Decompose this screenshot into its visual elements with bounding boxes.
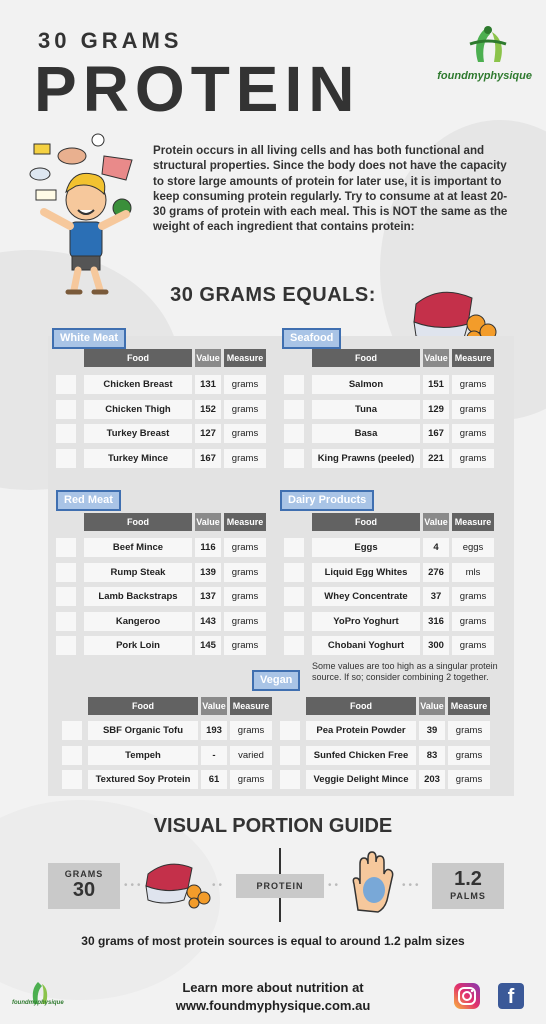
- row-measure: grams: [452, 375, 494, 394]
- palms-value: 1.2: [454, 868, 482, 890]
- row-food: Chicken Thigh: [84, 400, 192, 419]
- section-label-red-meat: Red Meat: [56, 490, 121, 511]
- row-value: 316: [423, 612, 449, 631]
- header-measure: Measure: [452, 349, 494, 367]
- row-checkbox[interactable]: [56, 636, 76, 655]
- header-food: Food: [84, 513, 192, 531]
- row-measure: grams: [224, 636, 266, 655]
- header-measure: Measure: [224, 513, 266, 531]
- row-checkbox[interactable]: [284, 449, 304, 468]
- grams-box: [48, 863, 120, 909]
- row-value: 137: [195, 587, 221, 606]
- row-food: Lamb Backstraps: [84, 587, 192, 606]
- row-checkbox[interactable]: [284, 612, 304, 631]
- row-food: YoPro Yoghurt: [312, 612, 420, 631]
- row-measure: eggs: [452, 538, 494, 557]
- row-checkbox[interactable]: [62, 721, 82, 740]
- section-title-portion-guide: VISUAL PORTION GUIDE: [153, 815, 393, 837]
- row-measure: grams: [224, 400, 266, 419]
- row-value: 39: [419, 721, 445, 740]
- row-food: Pea Protein Powder: [306, 721, 416, 740]
- row-value: 127: [195, 424, 221, 443]
- row-value: 193: [201, 721, 227, 740]
- instagram-icon[interactable]: [454, 983, 480, 1009]
- section-label-dairy: Dairy Products: [280, 490, 374, 511]
- row-checkbox[interactable]: [280, 770, 300, 789]
- instagram-glyph: [454, 983, 480, 1009]
- row-food: Rump Steak: [84, 563, 192, 582]
- row-measure: grams: [224, 587, 266, 606]
- row-food: Chicken Breast: [84, 375, 192, 394]
- row-checkbox[interactable]: [56, 424, 76, 443]
- row-value: -: [201, 746, 227, 765]
- row-checkbox[interactable]: [284, 563, 304, 582]
- row-food: King Prawns (peeled): [312, 449, 420, 468]
- row-value: 61: [201, 770, 227, 789]
- row-value: 139: [195, 563, 221, 582]
- section-label-seafood: Seafood: [282, 328, 341, 349]
- row-checkbox[interactable]: [56, 449, 76, 468]
- row-food: Veggie Delight Mince: [306, 770, 416, 789]
- row-value: 83: [419, 746, 445, 765]
- row-food: Tempeh: [88, 746, 198, 765]
- section-label-vegan: Vegan: [252, 670, 300, 691]
- header-food: Food: [88, 697, 198, 715]
- palm-hand-icon: [346, 850, 398, 916]
- row-measure: grams: [452, 636, 494, 655]
- row-measure: grams: [452, 612, 494, 631]
- combination-note: Some values are too high as a singular protein source. If so; consider combining 2 together.: [312, 661, 498, 682]
- dotted-connector: ••: [212, 880, 226, 891]
- row-value: 151: [423, 375, 449, 394]
- row-measure: grams: [448, 721, 490, 740]
- row-value: 4: [423, 538, 449, 557]
- row-checkbox[interactable]: [284, 375, 304, 394]
- row-checkbox[interactable]: [62, 770, 82, 789]
- row-checkbox[interactable]: [280, 746, 300, 765]
- header-food: Food: [312, 513, 420, 531]
- row-checkbox[interactable]: [56, 563, 76, 582]
- row-food: Whey Concentrate: [312, 587, 420, 606]
- row-measure: grams: [224, 375, 266, 394]
- header-value: Value: [423, 349, 449, 367]
- palms-label: PALMS: [450, 891, 486, 901]
- row-food: Kangeroo: [84, 612, 192, 631]
- row-checkbox[interactable]: [62, 746, 82, 765]
- row-food: Salmon: [312, 375, 420, 394]
- row-checkbox[interactable]: [284, 424, 304, 443]
- section-label-white-meat: White Meat: [52, 328, 126, 349]
- protein-foods-illustration: [144, 858, 212, 910]
- row-measure: grams: [452, 587, 494, 606]
- header-measure: Measure: [230, 697, 272, 715]
- row-food: Basa: [312, 424, 420, 443]
- row-measure: grams: [448, 770, 490, 789]
- footer-cta: Learn more about nutrition at: [182, 980, 364, 995]
- row-measure: grams: [452, 449, 494, 468]
- palms-box: [432, 863, 504, 909]
- row-value: 143: [195, 612, 221, 631]
- row-value: 167: [195, 449, 221, 468]
- facebook-icon[interactable]: f: [498, 983, 524, 1009]
- dotted-connector: ••: [328, 880, 342, 891]
- row-food: Turkey Mince: [84, 449, 192, 468]
- row-value: 276: [423, 563, 449, 582]
- row-value: 167: [423, 424, 449, 443]
- row-checkbox[interactable]: [284, 587, 304, 606]
- row-food: Pork Loin: [84, 636, 192, 655]
- grams-value: 30: [72, 879, 96, 901]
- row-measure: grams: [452, 400, 494, 419]
- row-checkbox[interactable]: [284, 636, 304, 655]
- row-value: 145: [195, 636, 221, 655]
- row-food: Textured Soy Protein: [88, 770, 198, 789]
- row-food: Sunfed Chicken Free: [306, 746, 416, 765]
- row-checkbox[interactable]: [56, 587, 76, 606]
- row-checkbox[interactable]: [284, 538, 304, 557]
- row-measure: varied: [230, 746, 272, 765]
- row-measure: grams: [224, 612, 266, 631]
- row-food: Chobani Yoghurt: [312, 636, 420, 655]
- portion-note: 30 grams of most protein sources is equal to around 1.2 palm sizes: [81, 934, 465, 948]
- header-food: Food: [306, 697, 416, 715]
- row-value: 37: [423, 587, 449, 606]
- row-checkbox[interactable]: [56, 400, 76, 419]
- row-checkbox[interactable]: [280, 721, 300, 740]
- row-measure: mls: [452, 563, 494, 582]
- brand-name: foundmyphysique: [437, 70, 532, 82]
- protein-label-box: PROTEIN: [236, 874, 324, 898]
- page-title: PROTEIN: [34, 53, 361, 125]
- header-value: Value: [423, 513, 449, 531]
- header-measure: Measure: [452, 513, 494, 531]
- header-value: Value: [195, 349, 221, 367]
- dotted-connector: •••: [402, 880, 422, 891]
- mascot-illustration: [22, 130, 150, 300]
- row-measure: grams: [230, 770, 272, 789]
- header-value: Value: [195, 513, 221, 531]
- header-food: Food: [84, 349, 192, 367]
- row-checkbox[interactable]: [284, 400, 304, 419]
- row-value: 129: [423, 400, 449, 419]
- website-link[interactable]: www.foundmyphysique.com.au: [175, 998, 371, 1013]
- row-measure: grams: [224, 563, 266, 582]
- header-value: Value: [201, 697, 227, 715]
- row-food: Beef Mince: [84, 538, 192, 557]
- row-value: 116: [195, 538, 221, 557]
- dotted-connector: •••: [124, 880, 144, 891]
- header-measure: Measure: [224, 349, 266, 367]
- row-measure: grams: [224, 538, 266, 557]
- row-value: 221: [423, 449, 449, 468]
- header-food: Food: [312, 349, 420, 367]
- row-measure: grams: [452, 424, 494, 443]
- row-measure: grams: [224, 449, 266, 468]
- row-value: 131: [195, 375, 221, 394]
- row-food: SBF Organic Tofu: [88, 721, 198, 740]
- row-food: Eggs: [312, 538, 420, 557]
- row-checkbox[interactable]: [56, 375, 76, 394]
- row-checkbox[interactable]: [56, 612, 76, 631]
- supertitle: 30 GRAMS: [38, 28, 183, 53]
- section-title-equals: 30 GRAMS EQUALS:: [170, 284, 376, 306]
- row-measure: grams: [230, 721, 272, 740]
- row-food: Turkey Breast: [84, 424, 192, 443]
- header-value: Value: [419, 697, 445, 715]
- row-food: Liquid Egg Whites: [312, 563, 420, 582]
- row-value: 203: [419, 770, 445, 789]
- brand-name-small: foundmyphysique: [12, 1000, 64, 1006]
- grams-label: GRAMS: [64, 869, 104, 879]
- header-measure: Measure: [448, 697, 490, 715]
- row-food: Tuna: [312, 400, 420, 419]
- row-measure: grams: [448, 746, 490, 765]
- row-value: 300: [423, 636, 449, 655]
- row-measure: grams: [224, 424, 266, 443]
- row-checkbox[interactable]: [56, 538, 76, 557]
- row-value: 152: [195, 400, 221, 419]
- intro-paragraph: Protein occurs in all living cells and has both functional and structural properties. Since the body does not have the capacity to store large amounts of protein for later use, it is important to keep consuming protein regularly. Try to consume at at least 20-30 grams of protein with each meal. This is NOT the same as the weight of each ingredient that contains protein:: [153, 144, 508, 234]
